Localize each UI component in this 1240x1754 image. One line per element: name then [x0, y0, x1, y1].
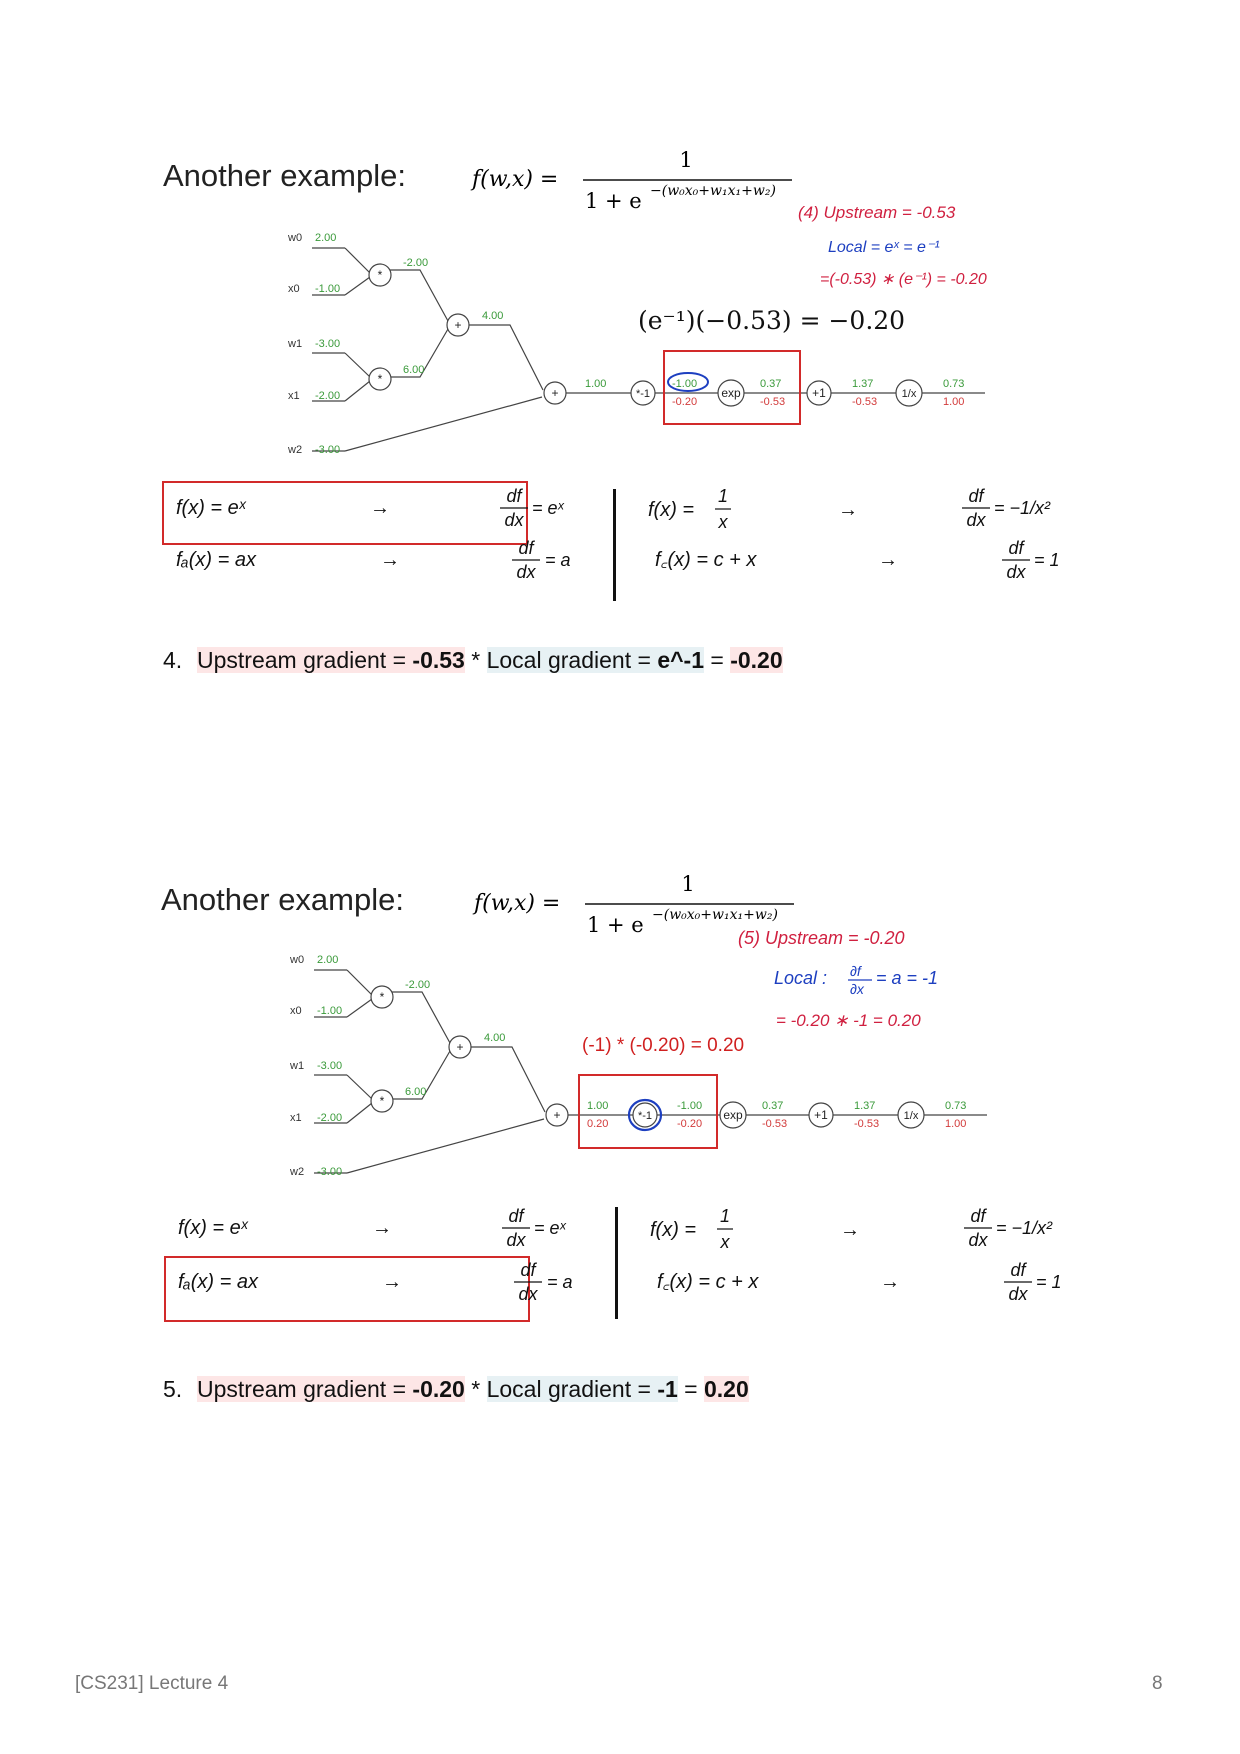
- input-x1-value-b: -2.00: [317, 1112, 343, 1124]
- add1-out: 1.00: [585, 378, 607, 390]
- note-upstream: (4) Upstream = -0.53: [798, 203, 956, 222]
- input-x0-value: -1.00: [315, 283, 341, 295]
- formula-numerator-2: 1: [681, 872, 695, 896]
- plus1-node-b: +1: [814, 1108, 828, 1122]
- mul-node-1: *: [377, 372, 383, 386]
- row2-right-deriv: = 1: [1034, 550, 1060, 570]
- row2-left-fn: fₐ(x) = ax: [176, 549, 256, 571]
- derivative-table-1: [160, 478, 1100, 608]
- input-w1-value-b: -3.00: [317, 1060, 343, 1072]
- example-title-1: Another example:: [163, 158, 406, 193]
- add-node-0: +: [454, 318, 462, 332]
- row1-right-deriv-b: = −1/x²: [996, 1218, 1053, 1238]
- note2-upstream: (5) Upstream = -0.20: [738, 928, 905, 948]
- row2-left-fn-b: fₐ(x) = ax: [178, 1271, 258, 1293]
- input-w2-value: -3.00: [315, 444, 341, 456]
- input-x0-value-b: -1.00: [317, 1005, 343, 1017]
- row1-df: df: [506, 486, 522, 506]
- inv-node: 1/x: [901, 388, 917, 400]
- row1-left-deriv: = eˣ: [532, 498, 564, 518]
- row1-right-num-b: 1: [719, 1206, 731, 1226]
- inv-out-grad-b: 1.00: [945, 1118, 967, 1130]
- row2-df: df: [518, 538, 534, 558]
- row2-right-dx: dx: [1006, 562, 1026, 582]
- note2-compute: = -0.20 ∗ -1 = 0.20: [776, 1011, 921, 1030]
- input-x1-label: x1: [288, 390, 300, 402]
- row1-left-fn-b: f(x) = eˣ: [178, 1217, 248, 1239]
- row1-right-df-b: df: [970, 1206, 986, 1226]
- row2-right-df-b: df: [1010, 1260, 1026, 1280]
- row1-dx: dx: [504, 510, 524, 530]
- note-compute: =(-0.53) ∗ (e⁻¹) = -0.20: [820, 271, 987, 288]
- formula-lhs-2: f(w,x) =: [474, 891, 561, 916]
- formula-lhs: f(w,x) =: [472, 167, 559, 192]
- summary-5: 5. Upstream gradient = -0.20 * Local gradient = -1 = 0.20: [163, 1376, 749, 1402]
- input-w1-label: w1: [288, 338, 303, 350]
- inv-out: 0.73: [943, 378, 965, 390]
- input-x1-label-b: x1: [290, 1112, 302, 1124]
- row2-left-deriv: = a: [545, 550, 571, 570]
- row1-left-fn: f(x) = eˣ: [176, 497, 246, 519]
- mul-node-1-b: *: [379, 1094, 385, 1108]
- input-w0-value-b: 2.00: [317, 954, 339, 966]
- exp-out-b: 0.37: [762, 1100, 784, 1112]
- plus1-out-b: 1.37: [854, 1100, 876, 1112]
- row2-right-deriv-b: = 1: [1036, 1272, 1062, 1292]
- equation-2: (-1) * (-0.20) = 0.20: [582, 1035, 745, 1056]
- note2-local: Local :: [774, 968, 828, 988]
- arrow-2-b: →: [382, 1271, 402, 1293]
- row2-left-deriv-b: = a: [547, 1272, 573, 1292]
- compute-graph-2: [282, 947, 1002, 1192]
- formula-numerator: 1: [679, 148, 693, 172]
- row2-dx: dx: [516, 562, 536, 582]
- note2-df: ∂f: [850, 963, 861, 979]
- exp-out: 0.37: [760, 378, 782, 390]
- arrow-4: →: [878, 549, 898, 571]
- neg-out-b: -1.00: [677, 1100, 703, 1112]
- add0-out: 4.00: [482, 310, 504, 322]
- add1-out-grad-b: 0.20: [587, 1118, 609, 1130]
- page-number: 8: [1152, 1673, 1163, 1694]
- note2-dx: ∂x: [850, 981, 864, 997]
- neg-out-grad-b: -0.20: [677, 1118, 703, 1130]
- mul0-out: -2.00: [403, 257, 429, 269]
- input-w0-label-b: w0: [290, 954, 305, 966]
- arrow-3: →: [838, 499, 858, 521]
- arrow-1-b: →: [372, 1217, 392, 1239]
- summary-4: 4. Upstream gradient = -0.53 * Local gradient = e^-1 = -0.20: [163, 647, 783, 673]
- plus1-out-grad: -0.53: [852, 396, 878, 408]
- arrow-3-b: →: [840, 1219, 860, 1241]
- input-x0-label-b: x0: [290, 1005, 302, 1017]
- input-w0-value: 2.00: [315, 232, 337, 244]
- row1-right-num: 1: [717, 486, 729, 506]
- row1-right-fn-lhs: f(x) =: [648, 499, 695, 521]
- plus1-node: +1: [812, 386, 826, 400]
- input-x1-value: -2.00: [315, 390, 341, 402]
- arrow-1: →: [370, 497, 390, 519]
- add0-out-b: 4.00: [484, 1032, 506, 1044]
- neg-node: *-1: [635, 388, 651, 400]
- plus1-out: 1.37: [852, 378, 874, 390]
- inv-out-b: 0.73: [945, 1100, 967, 1112]
- row1-right-df: df: [968, 486, 984, 506]
- example-title-2: Another example:: [161, 882, 404, 917]
- row2-right-fn-b: f꜀(x) = c + x: [657, 1271, 759, 1293]
- exp-out-grad: -0.53: [760, 396, 786, 408]
- add1-out-b: 1.00: [587, 1100, 609, 1112]
- add-node-1-b: +: [553, 1108, 561, 1122]
- exp-node-b: exp: [723, 1108, 743, 1122]
- neg-out-grad: -0.20: [672, 396, 698, 408]
- row2-right-df: df: [1008, 538, 1024, 558]
- formula-den-exp: −(w₀x₀+w₁x₁+w₂): [650, 183, 776, 199]
- row1-right-deriv: = −1/x²: [994, 498, 1051, 518]
- exp-node: exp: [721, 386, 741, 400]
- input-w1-value: -3.00: [315, 338, 341, 350]
- row1-right-fn-lhs-b: f(x) =: [650, 1219, 697, 1241]
- mul1-out-b: 6.00: [405, 1086, 427, 1098]
- row1-right-dx-b: dx: [968, 1230, 988, 1250]
- footer-lecture: [CS231] Lecture 4: [75, 1673, 229, 1694]
- input-w1-label-b: w1: [290, 1060, 305, 1072]
- derivative-table-2: [162, 1198, 1102, 1328]
- add-node-1: +: [551, 386, 559, 400]
- add-node-0-b: +: [456, 1040, 464, 1054]
- compute-graph-1: [280, 225, 1000, 470]
- row2-right-dx-b: dx: [1008, 1284, 1028, 1304]
- row1-df-b: df: [508, 1206, 524, 1226]
- input-w2-value-b: -3.00: [317, 1166, 343, 1178]
- mul-node-0-b: *: [379, 990, 385, 1004]
- row2-dx-b: dx: [518, 1284, 538, 1304]
- main-formula-1: [460, 142, 800, 216]
- formula-den-base-2: 1 + e: [587, 913, 644, 937]
- mul0-out-b: -2.00: [405, 979, 431, 991]
- equation-1: (e⁻¹)(−0.53) = −0.20: [638, 306, 906, 335]
- row1-left-deriv-b: = eˣ: [534, 1218, 566, 1238]
- plus1-out-grad-b: -0.53: [854, 1118, 880, 1130]
- row1-dx-b: dx: [506, 1230, 526, 1250]
- formula-den-exp-2: −(w₀x₀+w₁x₁+w₂): [652, 907, 778, 923]
- arrow-2: →: [380, 549, 400, 571]
- row2-df-b: df: [520, 1260, 536, 1280]
- exp-out-grad-b: -0.53: [762, 1118, 788, 1130]
- mul-node-0: *: [377, 268, 383, 282]
- formula-den-base: 1 + e: [585, 189, 642, 213]
- note2-local-value: = a = -1: [876, 968, 939, 988]
- note-local: Local = eˣ = e⁻¹: [828, 239, 940, 256]
- mul1-out: 6.00: [403, 364, 425, 376]
- arrow-4-b: →: [880, 1271, 900, 1293]
- row1-right-den: x: [718, 512, 728, 532]
- row1-right-den-b: x: [720, 1232, 730, 1252]
- row1-right-dx: dx: [966, 510, 986, 530]
- inv-out-grad: 1.00: [943, 396, 965, 408]
- input-w2-label: w2: [288, 444, 303, 456]
- neg-out: -1.00: [672, 378, 698, 390]
- row2-right-fn: f꜀(x) = c + x: [655, 549, 757, 571]
- input-x0-label: x0: [288, 283, 300, 295]
- input-w2-label-b: w2: [290, 1166, 305, 1178]
- neg-node-b: *-1: [637, 1110, 653, 1122]
- input-w0-label: w0: [288, 232, 303, 244]
- inv-node-b: 1/x: [903, 1110, 919, 1122]
